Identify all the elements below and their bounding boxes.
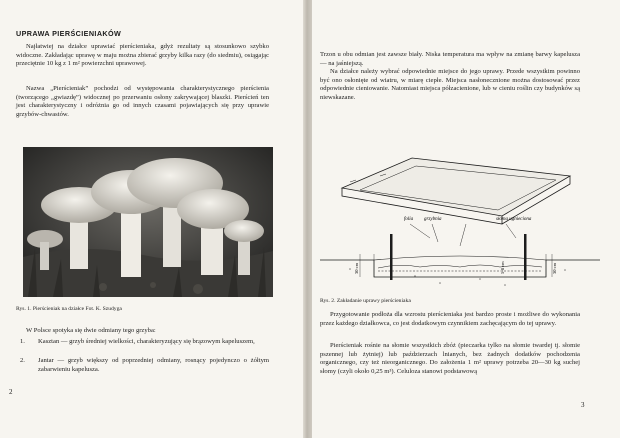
list-item-number: 1. [20, 338, 25, 345]
page-number: 2 [9, 388, 13, 396]
list-item: Kasztan — grzyb średniej wielkości, charakteryzujący się brązowym kapeluszem, [38, 338, 255, 345]
label-dim-center: 5-8 cm [500, 261, 505, 274]
label-folia: folia [404, 217, 414, 222]
name-paragraph: Nazwa „Pierścieniak” pochodzi od występowania charakterystycznego pierścienia (tworzącego „gwiazdę”) widocznej po przerwaniu osłony zakrywającej blaszki. Pierścień ten jest charakterystyczny i odróżnia go od innych czasami pojawiających się przy uprawie grzybów-chwastów. [16, 85, 269, 118]
substrate-paragraph: Przygotowanie podłoża dla wzrostu pierścieniaka jest bardzo proste i możliwe do wykonania przez każdego działkowca, co jest dodatkowym czynnikiem zachęcającym do tej uprawy. [320, 311, 580, 327]
photo-caption: Rys. 1. Pierścieniak na działce Fot. K. Szudyga [16, 306, 122, 312]
straw-paragraph: Pierścieniak rośnie na słomie wszystkich zbóż (pieczarka tylko na słomie twardej tj. słomie pszennej lub żytniej) lub paździerzach lnianych, bez żadnych dodatków pochodzenia organicznego, czy też nieorganicznego. Do założenia 1 m² uprawy potrzeba 20—30 kg suchej słomy (czyli około 0,25 m³). Celuloza stanowi podstawową [320, 342, 580, 375]
book-gutter [303, 0, 312, 438]
label-grzybnia: grzybnia [424, 217, 442, 222]
diagram-caption: Rys. 2. Zakładanie uprawy pierścieniaka [320, 298, 411, 304]
label-dim-left: 30 cm [354, 262, 359, 274]
label-dim-right: 30 cm [552, 262, 557, 274]
location-paragraph: Na działce należy wybrać odpowiednie miejsce do jego uprawy. Przede wszystkim powinno być ono osłonięte od wiatru, w miarę ciepłe. Miejsca nasłonecznione można dostosować przez odpowiednie cieniowanie. Natomiast miejsca półzacienione, lub w cieniu roślin czy budynków są niewskazane. [320, 68, 580, 101]
bed-diagram [320, 146, 600, 296]
list-item: Jantar — grzyb większy od poprzedniej odmiany, rosnący pojedynczo o żółtym zabarwieniu kapelusza. [38, 357, 269, 373]
varieties-intro: W Polsce spotyka się dwie odmiany tego grzyba: [26, 327, 156, 334]
intro-paragraph: Najłatwiej na działce uprawiać pierścieniaka, gdyż rezultaty są stosunkowo szybko widoczne. Zakładając uprawę w maju można zbierać grzyby kilka razy (do siedmiu), osiągając przeciętnie 10 kg z 1 m² powierzchni uprawowej. [16, 43, 269, 68]
mushroom-photo [23, 147, 273, 297]
section-heading: UPRAWA PIERŚCIENIAKÓW [16, 29, 122, 38]
label-slowa-ugnieciona: słoma ugnieciona [496, 217, 532, 222]
list-item-number: 2. [20, 357, 25, 364]
left-page [0, 0, 303, 438]
stem-paragraph: Trzon u obu odmian jest zawsze biały. Niska temperatura ma wpływ na zmianę barwy kapelusza — na jaśniejszą. [320, 51, 580, 67]
page-number: 3 [581, 401, 585, 409]
